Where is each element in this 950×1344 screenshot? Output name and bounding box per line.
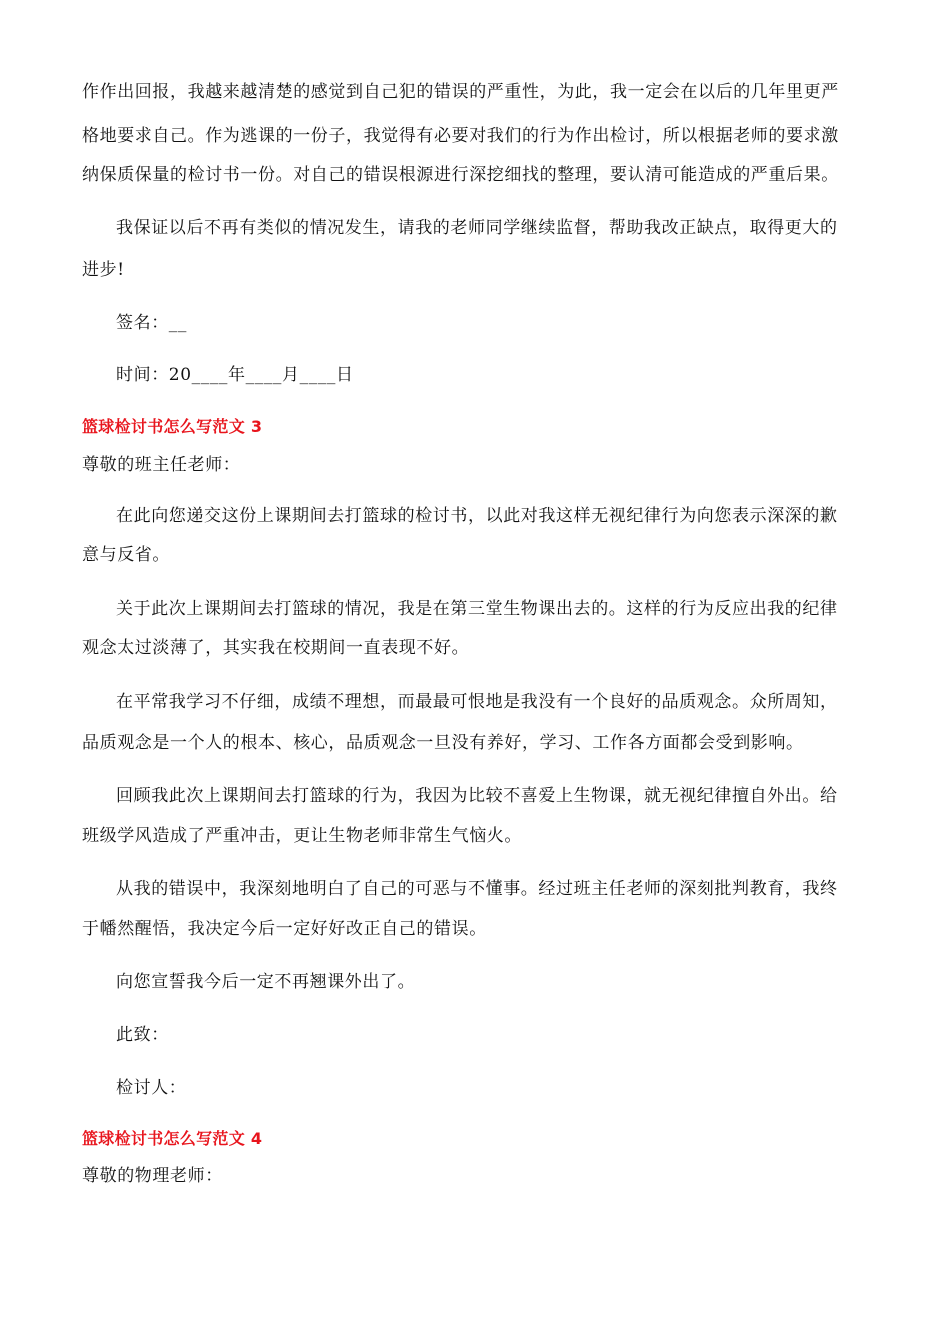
section-heading: 篮球检讨书怎么写范文 4 — [82, 1129, 263, 1148]
closing-line: 此致： — [116, 1025, 169, 1045]
salutation: 尊敬的班主任老师： — [82, 455, 241, 475]
paragraph-line: 纳保质保量的检讨书一份。对自己的错误根源进行深挖细找的整理，要认清可能造成的严重后果。 — [82, 165, 839, 185]
paragraph-line: 品质观念是一个人的根本、核心，品质观念一旦没有养好，学习、工作各方面都会受到影响。 — [82, 733, 804, 753]
signature-line: 签名：__ — [116, 313, 187, 333]
signer-line: 检讨人： — [116, 1078, 187, 1098]
paragraph-line: 作作出回报，我越来越清楚的感觉到自己犯的错误的严重性，为此，我一定会在以后的几年里更严 — [82, 82, 839, 102]
paragraph-line: 意与反省。 — [82, 545, 170, 565]
paragraph-line: 进步! — [82, 260, 125, 280]
paragraph-line: 关于此次上课期间去打篮球的情况，我是在第三堂生物课出去的。这样的行为反应出我的纪律 — [116, 599, 838, 619]
paragraph-line: 于幡然醒悟，我决定今后一定好好改正自己的错误。 — [82, 919, 487, 939]
paragraph-line: 格地要求自己。作为逃课的一份子，我觉得有必要对我们的行为作出检讨，所以根据老师的要求激 — [82, 126, 839, 146]
paragraph-line: 回顾我此次上课期间去打篮球的行为，我因为比较不喜爱上生物课，就无视纪律擅自外出。给 — [116, 786, 838, 806]
paragraph-line: 我保证以后不再有类似的情况发生，请我的老师同学继续监督，帮助我改正缺点，取得更大的 — [116, 218, 838, 238]
paragraph-line: 班级学风造成了严重冲击，更让生物老师非常生气恼火。 — [82, 826, 522, 846]
date-line: 时间：20____年____月____日 — [116, 365, 354, 385]
paragraph-line: 从我的错误中，我深刻地明白了自己的可恶与不懂事。经过班主任老师的深刻批判教育，我终 — [116, 879, 838, 899]
paragraph-line: 向您宣誓我今后一定不再翘课外出了。 — [116, 972, 416, 992]
salutation: 尊敬的物理老师： — [82, 1166, 223, 1186]
paragraph-line: 在此向您递交这份上课期间去打篮球的检讨书，以此对我这样无视纪律行为向您表示深深的歉 — [116, 506, 838, 526]
paragraph-line: 观念太过淡薄了，其实我在校期间一直表现不好。 — [82, 638, 470, 658]
section-heading: 篮球检讨书怎么写范文 3 — [82, 417, 263, 436]
paragraph-line: 在平常我学习不仔细，成绩不理想，而最最可恨地是我没有一个良好的品质观念。众所周知， — [116, 692, 838, 712]
